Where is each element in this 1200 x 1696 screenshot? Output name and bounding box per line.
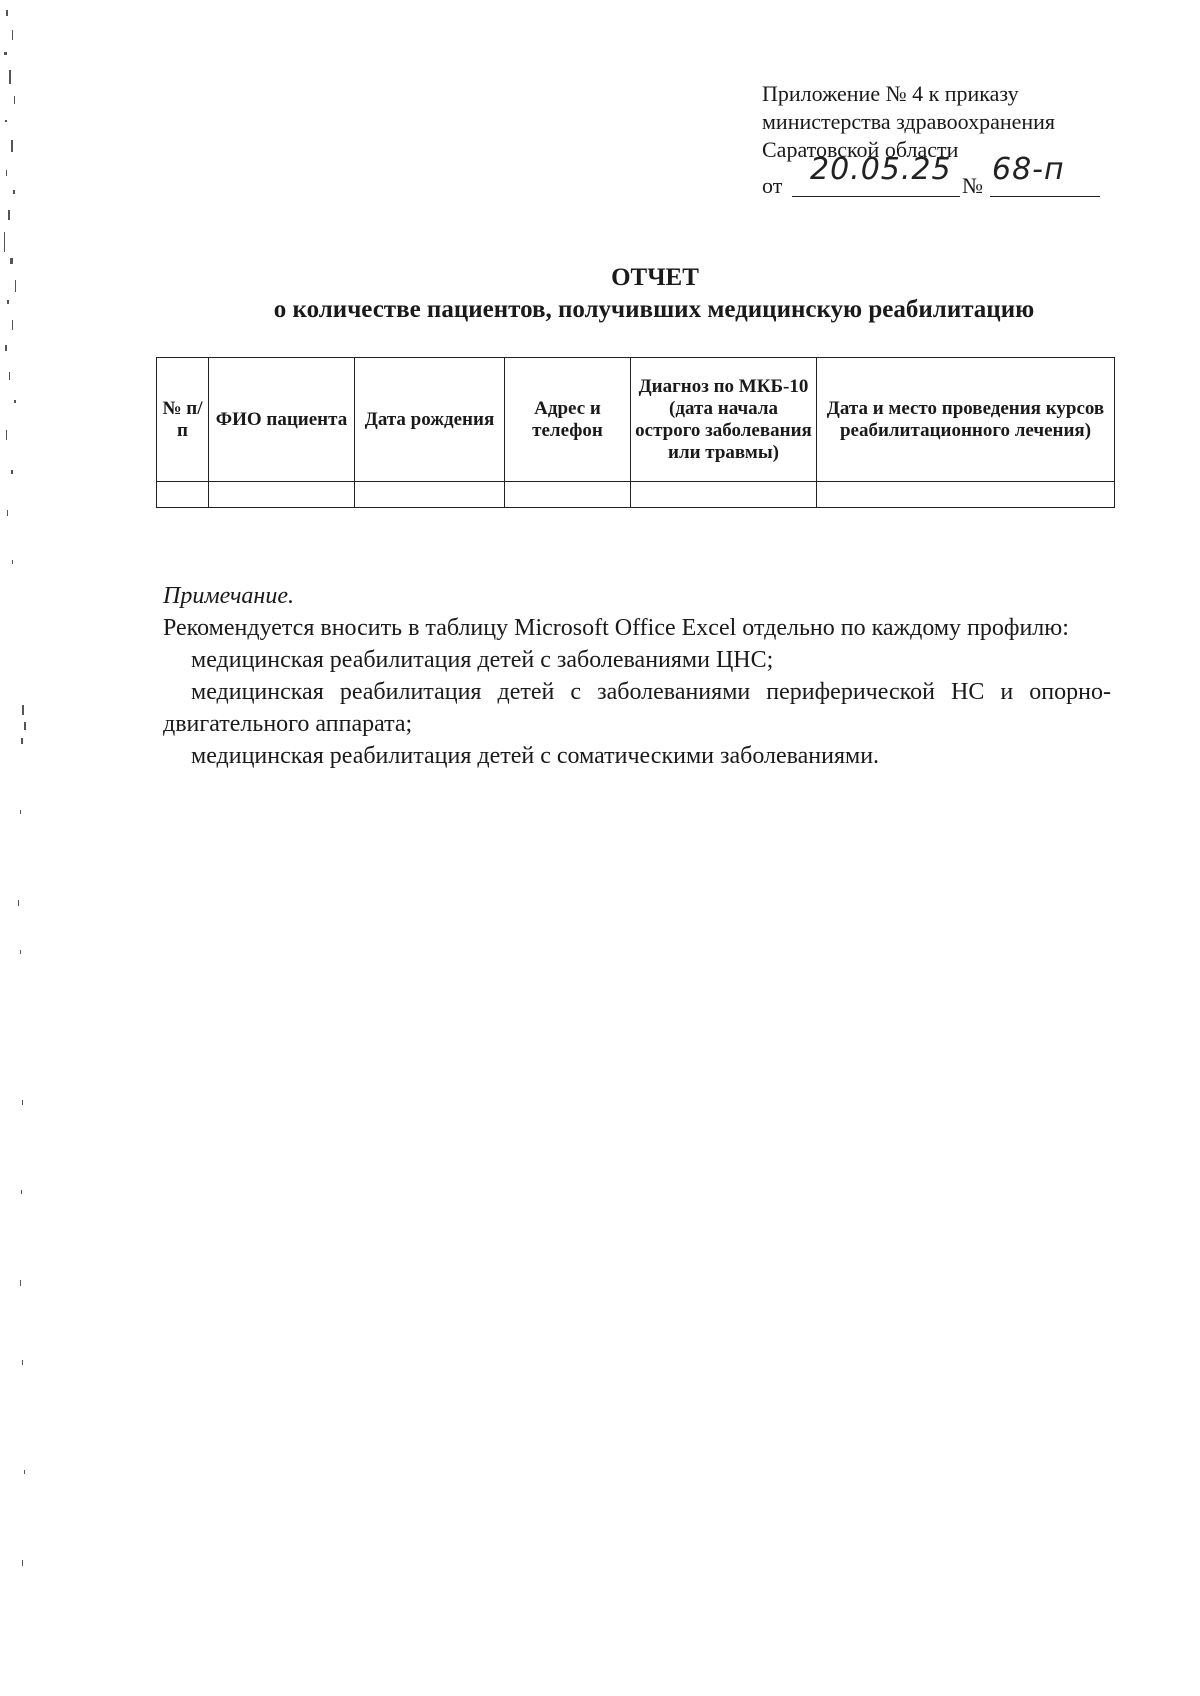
column-header-birthdate: Дата рождения: [355, 358, 505, 482]
date-number-line: [762, 152, 1162, 200]
report-title: ОТЧЕТ: [611, 264, 699, 291]
note-item-cns: медицинская реабилитация детей с заболеваниями ЦНС;: [191, 647, 774, 673]
date-field: [792, 152, 960, 197]
number-field: [990, 152, 1100, 197]
report-title-block: [0, 262, 1200, 326]
scan-edge-noise: [0, 0, 40, 1696]
appendix-line: Приложение № 4 к приказу: [762, 81, 1019, 106]
note-intro: Рекомендуется вносить в таблицу Microsoft Office Excel отдельно по каждому профилю:: [163, 615, 1069, 641]
report-subtitle: о количестве пациентов, получивших медицинскую реабилитацию: [273, 296, 1035, 323]
column-header-diagnosis: Диагноз по МКБ-10 (дата начала острого заболевания или травмы): [631, 358, 817, 482]
note-title: Примечание.: [163, 583, 294, 609]
column-header-address: Адрес и телефон: [505, 358, 631, 482]
column-header-number: № п/п: [157, 358, 209, 482]
table-row: [157, 482, 1115, 508]
ministry-line: министерства здравоохранения: [762, 109, 1056, 134]
region-line: Саратовской области: [762, 137, 959, 162]
note-section: [163, 580, 1111, 772]
report-table: [156, 357, 1115, 508]
handwritten-date: 20.05.25: [810, 152, 952, 187]
handwritten-number: 68-п: [992, 152, 1065, 187]
table-cell: [631, 482, 817, 508]
note-item-peripheral: медицинская реабилитация детей с заболеваниями периферической НС и опорно-двигательного аппарата;: [163, 679, 1111, 737]
note-item-somatic: медицинская реабилитация детей с соматическими заболеваниями.: [191, 743, 880, 769]
table-cell: [817, 482, 1115, 508]
table-cell: [157, 482, 209, 508]
table-cell: [505, 482, 631, 508]
date-label: от: [762, 173, 783, 198]
column-header-rehab-courses: Дата и место проведения курсов реабилитационного лечения): [817, 358, 1115, 482]
table-header-row: [157, 358, 1115, 482]
column-header-name: ФИО пациента: [209, 358, 355, 482]
order-reference-header: [762, 80, 1162, 200]
table-cell: [209, 482, 355, 508]
number-label: №: [962, 173, 983, 198]
table-cell: [355, 482, 505, 508]
